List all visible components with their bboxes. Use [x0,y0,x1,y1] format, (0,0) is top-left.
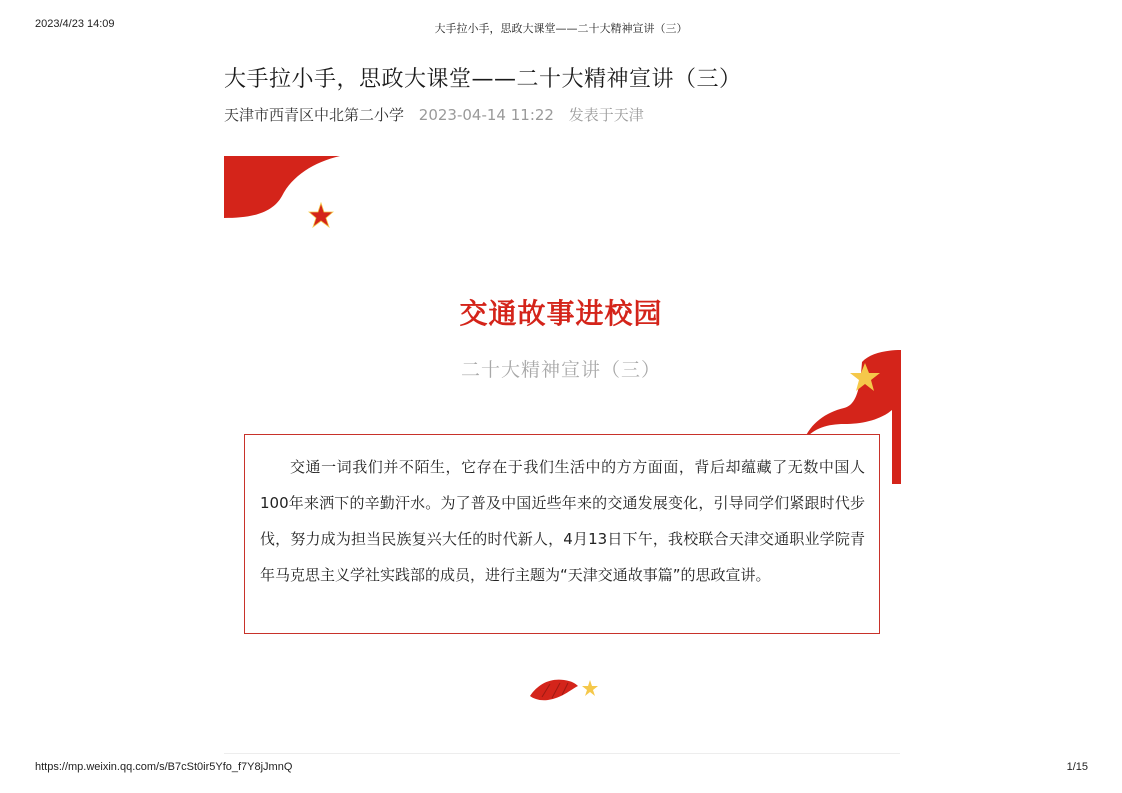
intro-paragraph: 交通一词我们并不陌生，它存在于我们生活中的方方面面，背后却蕴藏了无数中国人100年来洒下的辛勤汗水。为了普及中国近些年来的交通发展变化，引导同学们紧跟时代步伐，努力成为担当民族复兴大任的时代新人，4月13日下午，我校联合天津交通职业学院青年马克思主义学社实践部的成员，进行主题为“天津交通故事篇”的思政宣讲。 [260,458,865,584]
banner-subtitle: 二十大精神宣讲（三） [460,359,661,381]
gold-star-icon [849,362,881,392]
article-title: 大手拉小手，思政大课堂——二十大精神宣讲（三） [224,67,742,92]
article-meta [224,104,644,125]
print-datetime: 2023/4/23 14:09 [35,18,115,30]
publish-time: 2023-04-14 11:22 [418,106,554,124]
red-star-icon [308,202,334,228]
divider [224,753,900,754]
publish-location: 发表于天津 [568,106,644,124]
gold-star-icon [581,679,599,697]
print-page-number: 1/15 [1066,761,1088,773]
print-page-title: 大手拉小手，思政大课堂——二十大精神宣讲（三） [434,22,688,35]
account-name-link[interactable]: 天津市西青区中北第二小学 [224,106,405,124]
banner-title: 交通故事进校园 [459,297,663,330]
intro-text-box [244,434,880,634]
print-url: https://mp.weixin.qq.com/s/B7cSt0ir5Yfo_f7Y8jJmnQ [35,761,293,773]
red-flag-icon [528,676,580,702]
